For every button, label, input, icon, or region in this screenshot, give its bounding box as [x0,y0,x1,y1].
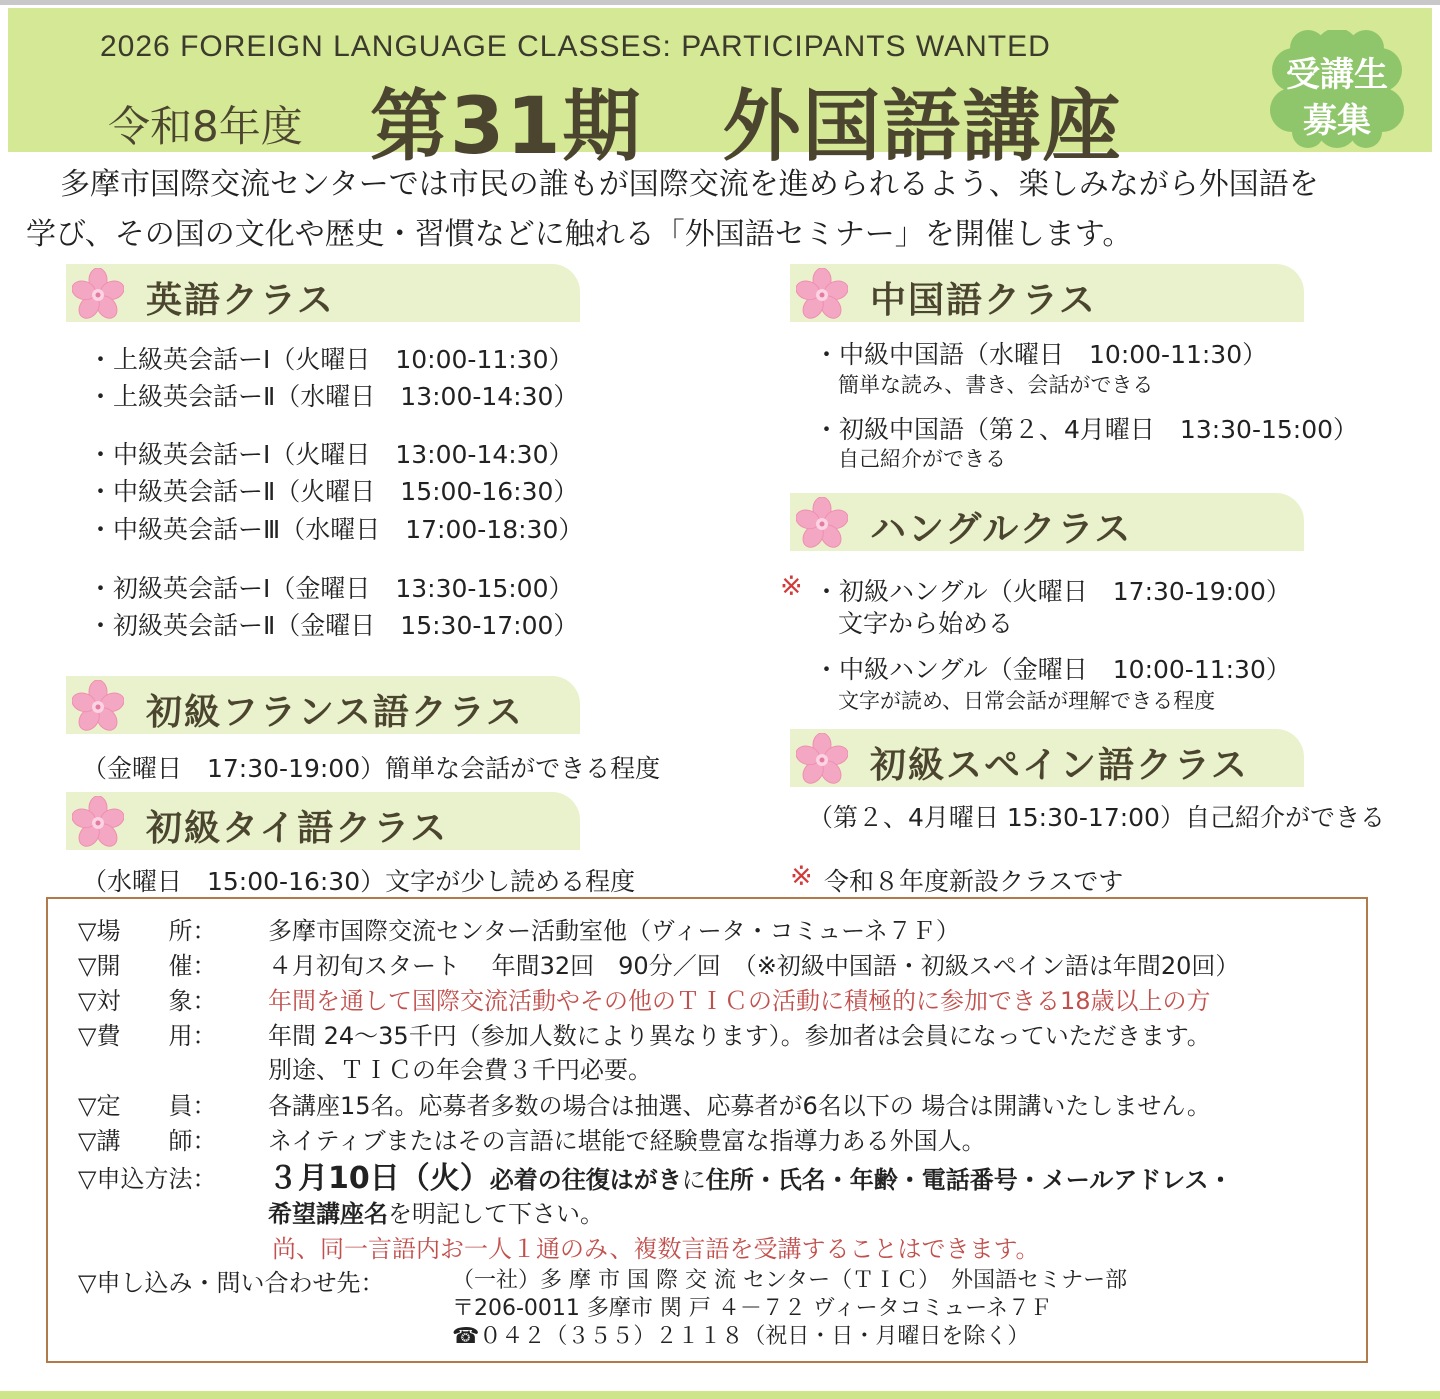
list-item: ・上級英会話ーⅡ（水曜日 13:00-14:30） [88,382,579,411]
section-thai [66,792,580,850]
place-value: 多摩市国際交流センター活動室他（ヴィータ・コミューネ７Ｆ） [268,917,960,945]
apply-postcard: 必着の往復はがき [489,1166,682,1194]
list-item: ・中級中国語（水曜日 10:00-11:30） [814,340,1268,369]
badge-line1: 受講生 [1286,55,1388,95]
list-item-note: 簡単な読み、書き、会話ができる [838,373,1154,397]
place-label: ▽場 所： [78,917,217,945]
info-box [46,897,1368,1363]
section-hangul [790,493,1304,551]
section-chinese [790,264,1304,322]
intro-line2: 学び、その国の文化や歴史・習慣などに触れる「外国語セミナー」を開催します。 [26,217,1133,252]
list-item: ・中級英会話ーⅢ（水曜日 17:00-18:30） [88,515,584,544]
top-border [0,0,1440,5]
fee-label: ▽費 用： [78,1022,217,1050]
list-item: ・初級英会話ーⅠ（金曜日 13:30-15:00） [88,574,574,603]
list-item-note: 自己紹介ができる [838,447,1006,471]
apply-fields: 住所・氏名・年齢・電話番号・メールアドレス・ [705,1166,1233,1194]
fee-value-2: 別途、ＴＩＣの年会費３千円必要。 [268,1056,652,1084]
thai-detail: （水曜日 15:00-16:30）文字が少し読める程度 [82,867,636,896]
list-item: ・中級ハングル（金曜日 10:00-11:30） [814,655,1291,684]
section-chinese-title: 中国語クラス [870,280,1097,321]
sakura-icon [796,268,848,320]
sakura-icon [796,497,848,549]
contact-phone: ☎０４２（３５５）２１１８（祝日・日・月曜日を除く） [452,1324,1030,1349]
list-item-note: 文字から始める [838,609,1014,638]
apply-line1 [268,1153,1233,1197]
list-item: ・初級中国語（第２、4月曜日 13:30-15:00） [814,415,1359,444]
target-value: 年間を通して国際交流活動やその他のＴＩＣの活動に積極的に参加できる18歳以上の方 [268,987,1211,1015]
apply-course-name: 希望講座名 [268,1200,388,1228]
list-item: ・上級英会話ーⅠ（火曜日 10:00-11:30） [88,345,574,374]
recruiting-badge [1264,30,1410,148]
teacher-value: ネイティブまたはその言語に堪能で経験豊富な指導力ある外国人。 [268,1127,986,1155]
contact-address: 〒206‐0011 多摩市 関 戸 ４－７２ ヴィータコミューネ７Ｆ [452,1296,1053,1321]
intro-line1: 多摩市国際交流センターでは市民の誰もが国際交流を進められるよう、楽しみながら外国語を [60,167,1319,202]
schedule-value: ４月初旬スタート 年間32回 90分／回 （※初級中国語・初級スペイン語は年間20回） [268,952,1240,980]
section-french-title: 初級フランス語クラス [146,692,524,733]
new-note-mark: ※ [790,861,813,892]
intro-text [26,160,1426,260]
section-spanish [790,729,1304,787]
list-item: ・中級英会話ーⅡ（火曜日 15:00-16:30） [88,477,579,506]
fee-value-1: 年間 24～35千円（参加人数により異なります）。参加者は会員になっていただきます。 [268,1022,1211,1050]
capacity-label: ▽定 員： [78,1092,217,1120]
spanish-detail: （第２、4月曜日 15:30-17:00）自己紹介ができる [808,803,1385,832]
contact-org: （一社）多 摩 市 国 際 交 流 センター（ＴＩＣ） 外国語セミナー部 [452,1268,1128,1293]
list-item-note: 文字が読め、日常会話が理解できる程度 [838,689,1216,713]
year-label: 令和8年度 [108,102,303,151]
english-subtitle: 2026 FOREIGN LANGUAGE CLASSES: PARTICIPANTS WANTED [100,30,1051,63]
sakura-icon [72,796,124,848]
target-label: ▽対 象： [78,987,217,1015]
apply-label: ▽申込方法： [78,1165,217,1193]
apply-date: ３月10日（火） [268,1161,490,1196]
new-note-text: 令和８年度新設クラスです [824,867,1124,896]
new-class-mark: ※ [780,571,803,602]
header-banner [8,8,1432,172]
badge-text [1264,52,1410,144]
contact-label: ▽申し込み・問い合わせ先： [78,1269,385,1297]
schedule-label: ▽開 催： [78,952,217,980]
list-item: ・中級英会話ーⅠ（火曜日 13:00-14:30） [88,440,574,469]
capacity-value: 各講座15名。応募者多数の場合は抽選、応募者が6名以下の 場合は開講いたしません。 [268,1092,1211,1120]
sakura-icon [72,680,124,732]
section-english [66,264,580,322]
sakura-icon [72,268,124,320]
section-spanish-title: 初級スペイン語クラス [870,745,1249,786]
sakura-icon [796,733,848,785]
apply-line2 [268,1194,604,1229]
section-english-title: 英語クラス [146,280,335,321]
apply-note: 尚、同一言語内お一人１通のみ、複数言語を受講することはできます。 [272,1235,1040,1263]
bottom-band [0,1391,1440,1399]
section-thai-title: 初級タイ語クラス [146,808,449,849]
badge-line2: 募集 [1303,101,1371,141]
page-title: 第31期 外国語講座 [370,82,1123,172]
list-item: ・初級ハングル（火曜日 17:30-19:00） [814,577,1291,606]
apply-line2-text: を明記して下さい。 [388,1200,604,1228]
teacher-label: ▽講 師： [78,1127,217,1155]
french-detail: （金曜日 17:30-19:00）簡単な会話ができる程度 [82,754,661,783]
list-item: ・初級英会話ーⅡ（金曜日 15:30-17:00） [88,611,579,640]
apply-ni: に [681,1166,706,1194]
section-french [66,676,580,734]
section-hangul-title: ハングルクラス [870,509,1133,550]
